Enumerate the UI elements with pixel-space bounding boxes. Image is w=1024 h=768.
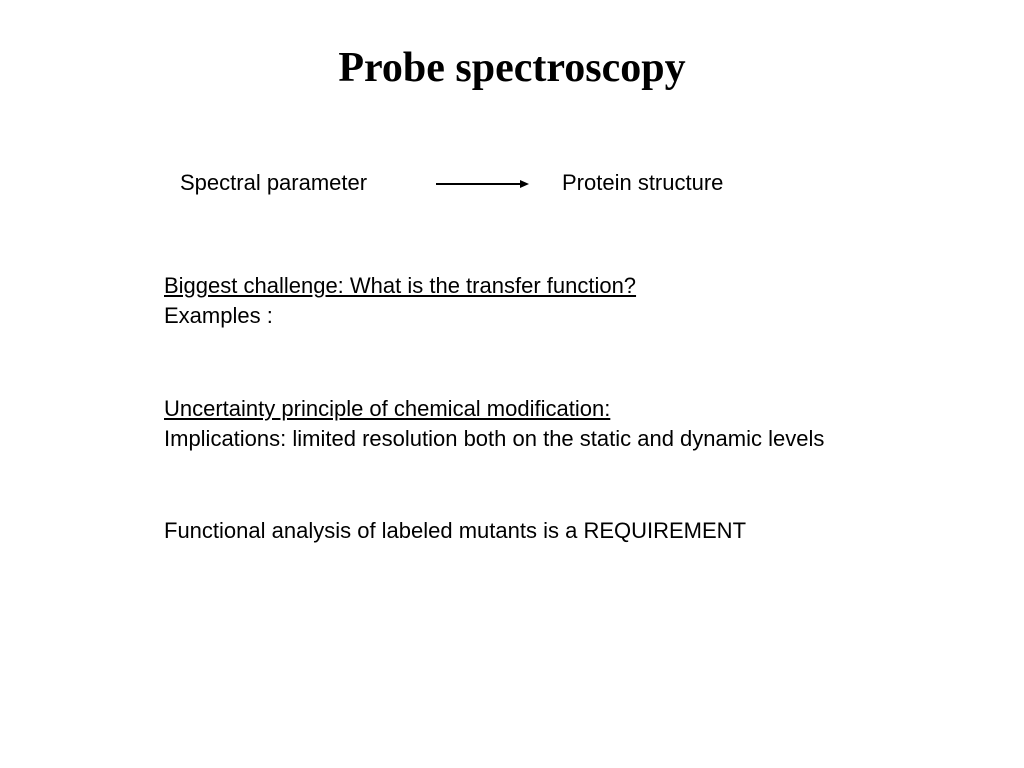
section-functional-analysis — [164, 516, 746, 546]
section-text: Examples : — [164, 303, 273, 328]
diagram-left-label: Spectral parameter — [180, 170, 368, 195]
slide-title: Probe spectroscopy — [338, 45, 686, 91]
right-arrow-icon — [434, 174, 534, 194]
section-text: Functional analysis of labeled mutants is a REQUIREMENT — [164, 518, 747, 543]
section-text: Implications: limited resolution both on the static and dynamic levels — [164, 426, 825, 451]
section-heading: Biggest challenge: What is the transfer function? — [164, 273, 637, 298]
section-uncertainty-principle — [164, 394, 824, 454]
section-transfer-function — [164, 271, 636, 331]
diagram-right-label: Protein structure — [562, 170, 724, 195]
section-heading: Uncertainty principle of chemical modification: — [164, 396, 611, 421]
